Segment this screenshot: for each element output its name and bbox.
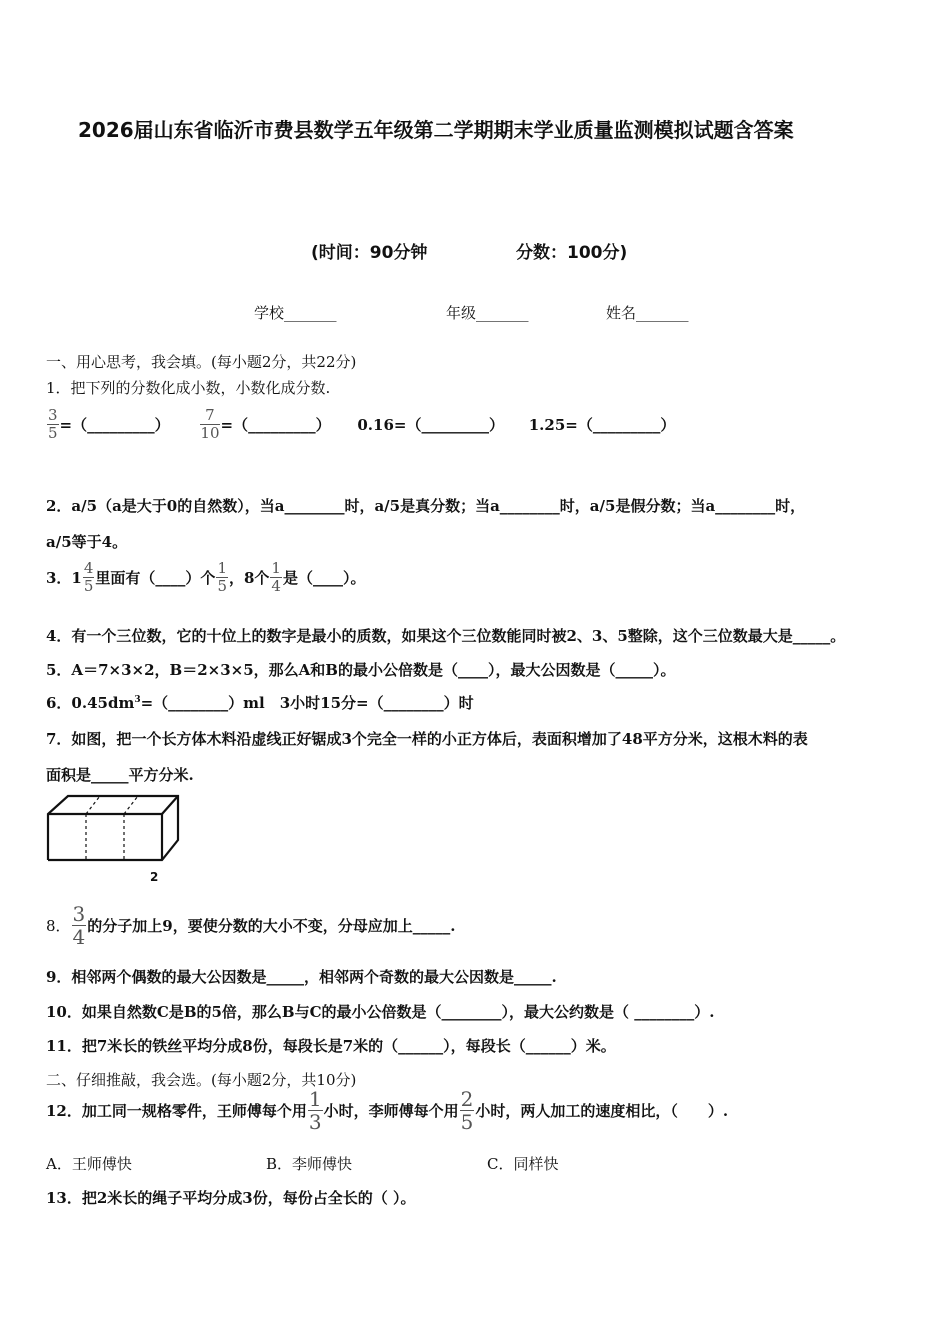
option-b: B．李师傅快 xyxy=(266,1155,353,1173)
fraction-3-4: $\frac{3}{4}$ xyxy=(72,902,86,949)
option-c: C．同样快 xyxy=(487,1155,559,1173)
question-5: 5．A＝7×3×2，B＝2×3×5，那么A和B的最小公倍数是（____），最大公因数是（_____）。 xyxy=(46,661,676,679)
name-field: 姓名_______ xyxy=(606,304,689,322)
grade-field: 年级_______ xyxy=(446,304,529,322)
option-a: A．王师傅快 xyxy=(46,1155,132,1173)
question-7-line-1: 7．如图，把一个长方体木料沿虚线正好锯成3个完全一样的小正方体后，表面积增加了48平方分米，这根木料的表 xyxy=(46,730,808,748)
question-11: 11．把7米长的铁丝平均分成8份，每段长是7米的（______），每段长（______）米。 xyxy=(46,1037,616,1055)
fraction-1-3: $\frac{1}{3}$ xyxy=(308,1087,322,1134)
section-1-heading: 一、用心思考，我会填。(每小题2分，共22分) xyxy=(46,353,357,371)
question-9: 9．相邻两个偶数的最大公因数是_____，相邻两个奇数的最大公因数是_____. xyxy=(46,968,557,986)
question-1: 1．把下列的分数化成小数，小数化成分数. xyxy=(46,379,331,397)
figure-label: 2 xyxy=(150,870,159,884)
fraction-3-5: $\frac{3}{5}$ xyxy=(48,406,58,442)
fraction-7-10: $\frac{7}{10}$ xyxy=(200,406,220,442)
question-7-line-2: 面积是_____平方分米. xyxy=(46,766,194,784)
school-field: 学校_______ xyxy=(254,304,337,322)
question-13: 13．把2米长的绳子平均分成3份，每份占全长的（ ）。 xyxy=(46,1189,416,1207)
fraction-1-4: $\frac{1}{4}$ xyxy=(271,559,281,595)
cuboid-figure xyxy=(44,792,184,884)
page-title: 2026届山东省临沂市费县数学五年级第二学期期末学业质量监测模拟试题含答案 xyxy=(78,118,794,142)
fraction-4-5: $\frac{4}{5}$ xyxy=(83,559,94,595)
fraction-2-5: $\frac{2}{5}$ xyxy=(460,1087,474,1134)
question-1-items: $\frac{3}{5}$ =（_________） $\frac{7}{10}$ =（_________） 0.16=（_________） 1.25=（_________） xyxy=(48,406,676,442)
fraction-1-5: $\frac{1}{5}$ xyxy=(217,559,227,595)
question-2-line-1: 2．a/5（a是大于0的自然数），当a________时，a/5是真分数；当a________时，a/5是假分数；当a________时， xyxy=(46,497,806,515)
question-10: 10．如果自然数C是B的5倍，那么B与C的最小公倍数是（________），最大公约数是（ ________）. xyxy=(46,1003,715,1021)
section-2-heading: 二、仔细推敲，我会选。(每小题2分，共10分) xyxy=(46,1071,357,1089)
exam-time: (时间：90分钟 xyxy=(311,243,428,263)
question-2-line-2: a/5等于4。 xyxy=(46,533,128,551)
question-3: 3．1 $\frac{4}{5}$ 里面有（____）个 $\frac{1}{5}$ ，8个 $\frac{1}{4}$ 是（____）。 xyxy=(46,559,366,595)
exam-score: 分数：100分) xyxy=(516,243,628,263)
question-8: 8． $\frac{3}{4}$ 的分子加上9，要使分数的大小不变，分母应加上_____. xyxy=(46,902,456,949)
question-6: 6．$0.45dm^3=(\_\_\_\_\_\_\_\_)ml$ 3小时15分=（________）时 xyxy=(46,694,474,712)
question-4: 4．有一个三位数，它的十位上的数字是最小的质数，如果这个三位数能同时被2、3、5整除，这个三位数最大是_____。 xyxy=(46,627,846,645)
question-12: 12．加工同一规格零件，王师傅每个用 $\frac{1}{3}$ 小时，李师傅每个用 $\frac{2}{5}$ 小时，两人加工的速度相比，（ ）. xyxy=(46,1087,729,1134)
